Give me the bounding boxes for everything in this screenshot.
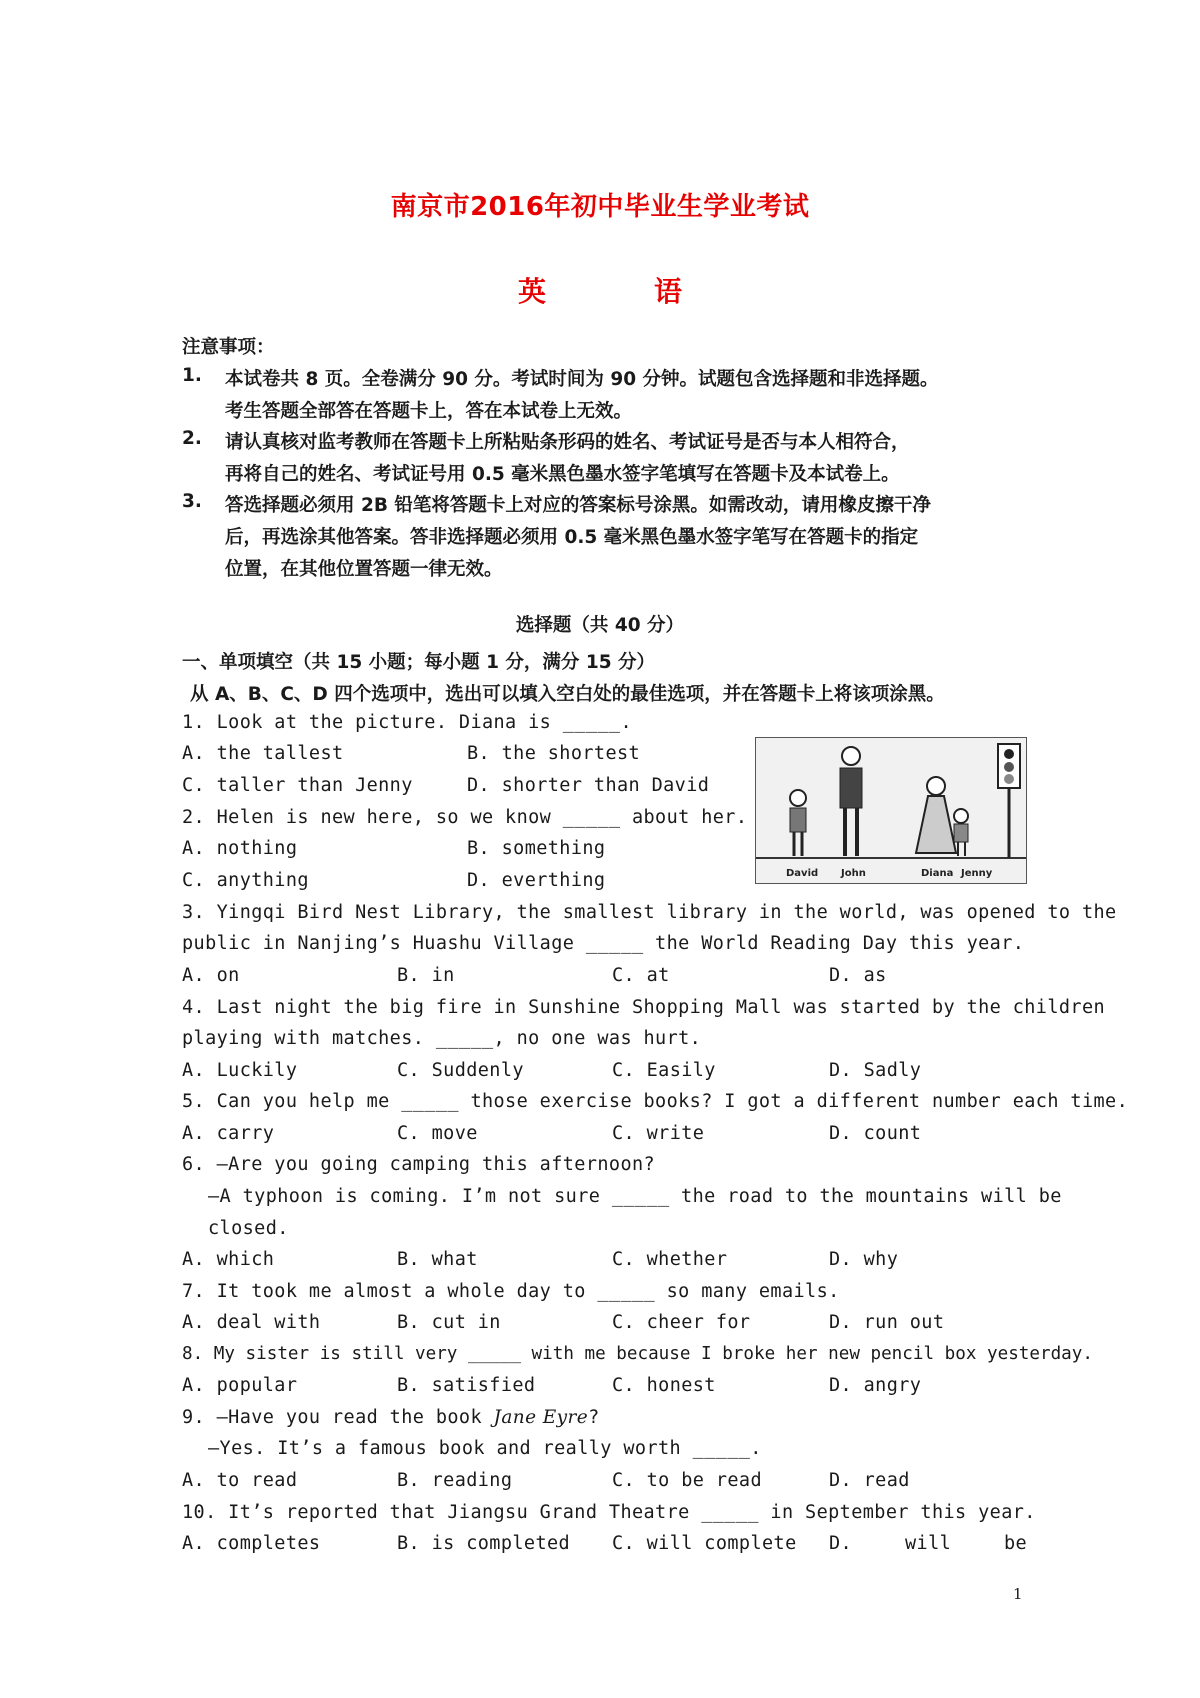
question-6-option-d: D. why	[829, 1249, 899, 1270]
question-6-option-b: B. what	[397, 1249, 478, 1270]
question-2-option-c: C. anything	[182, 870, 309, 891]
question-1-option-d: D. shorter than David	[467, 775, 710, 796]
question-4-option-b: C. Suddenly	[397, 1060, 524, 1081]
label-john: John	[841, 868, 866, 879]
notice-item-3-line-1: 答选择题必须用 2B 铅笔将答题卡上对应的答案标号涂黑。如需改动，请用橡皮擦干净	[225, 495, 931, 516]
height-picture	[755, 737, 1027, 884]
question-10-option-d-letter: D.	[829, 1533, 853, 1554]
question-8-option-b: B. satisfied	[397, 1375, 536, 1396]
notice-item-2-line-2: 再将自己的姓名、考试证号用 0.5 毫米黑色墨水签字笔填写在答题卡及本试卷上。	[225, 464, 900, 485]
question-4-option-c: C. Easily	[612, 1060, 716, 1081]
question-2-stem: 2. Helen is new here, so we know _____ about her.	[182, 807, 748, 828]
question-9-option-b: B. reading	[397, 1470, 513, 1491]
label-jenny: Jenny	[961, 868, 993, 879]
question-3-option-c: C. at	[612, 965, 670, 986]
question-1-option-c: C. taller than Jenny	[182, 775, 413, 796]
question-4-stem-line-1: 4. Last night the big fire in Sunshine Shopping Mall was started by the children	[182, 997, 1106, 1018]
label-david: David	[786, 868, 819, 879]
part-heading: 一、单项填空（共 15 小题；每小题 1 分，满分 15 分）	[182, 652, 656, 673]
question-6-option-a: A. which	[182, 1249, 275, 1270]
question-8-option-c: C. honest	[612, 1375, 716, 1396]
people-illustration	[756, 738, 1026, 883]
question-5-stem: 5. Can you help me _____ those exercise books? I got a different number each time.	[182, 1091, 1129, 1112]
notice-item-3-line-3: 位置，在其他位置答题一律无效。	[225, 559, 503, 580]
question-10-option-b: B. is completed	[397, 1533, 571, 1554]
question-9-stem-line-1	[182, 1407, 600, 1428]
question-9-option-d: D. read	[829, 1470, 910, 1491]
exam-title: 南京市2016年初中毕业生学业考试	[390, 192, 810, 222]
part-instruction: 从 A、B、C、D 四个选项中，选出可以填入空白处的最佳选项，并在答题卡上将该项涂黑。	[190, 684, 945, 705]
question-3-option-a: A. on	[182, 965, 240, 986]
question-2-option-d: D. everthing	[467, 870, 606, 891]
question-4-option-a: A. Luckily	[182, 1060, 298, 1081]
question-10-stem: 10. It’s reported that Jiangsu Grand Theatre _____ in September this year.	[182, 1502, 1036, 1523]
notice-item-2-line-1: 请认真核对监考教师在答题卡上所粘贴条形码的姓名、考试证号是否与本人相符合，	[225, 432, 910, 453]
question-9-book-title: Jane Eyre	[493, 1407, 589, 1428]
question-10-option-a: A. completes	[182, 1533, 321, 1554]
question-10-option-c: C. will complete	[612, 1533, 797, 1554]
question-9-option-a: A. to read	[182, 1470, 298, 1491]
question-7-option-d: D. run out	[829, 1312, 945, 1333]
question-3-stem-line-2: public in Nanjing’s Huashu Village _____ the World Reading Day this year.	[182, 933, 1025, 954]
question-1-stem: 1. Look at the picture. Diana is _____.	[182, 712, 632, 733]
notice-item-1-line-2: 考生答题全部答在答题卡上，答在本试卷上无效。	[225, 401, 633, 422]
notice-heading: 注意事项：	[182, 337, 275, 358]
question-3-stem-line-1: 3. Yingqi Bird Nest Library, the smallest library in the world, was opened to the	[182, 902, 1117, 923]
notice-item-2-num: 2.	[182, 428, 202, 449]
subject-title: 英语	[517, 275, 790, 308]
section-title: 选择题（共 40 分）	[515, 615, 685, 636]
question-7-option-c: C. cheer for	[612, 1312, 751, 1333]
question-5-option-c: C. write	[612, 1123, 705, 1144]
question-6-stem-line-1: 6. —Are you going camping this afternoon?	[182, 1154, 656, 1175]
question-4-stem-line-2: playing with matches. _____, no one was hurt.	[182, 1028, 702, 1049]
question-6-option-c: C. whether	[612, 1249, 728, 1270]
question-7-stem: 7. It took me almost a whole day to _____ so many emails.	[182, 1281, 840, 1302]
question-6-stem-line-3: closed.	[208, 1218, 289, 1239]
page-number: 1	[1013, 1585, 1023, 1603]
notice-item-1-line-1: 本试卷共 8 页。全卷满分 90 分。考试时间为 90 分钟。试题包含选择题和非选择题。	[225, 369, 939, 390]
question-9-stem-suffix: ?	[588, 1407, 600, 1428]
question-5-option-b: C. move	[397, 1123, 478, 1144]
question-5-option-a: A. carry	[182, 1123, 275, 1144]
question-9-stem-line-2: —Yes. It’s a famous book and really worth _____.	[208, 1438, 762, 1459]
question-10-option-d-word-1: will	[905, 1533, 952, 1554]
question-9-option-c: C. to be read	[612, 1470, 762, 1491]
question-8-option-a: A. popular	[182, 1375, 298, 1396]
question-5-option-d: D. count	[829, 1123, 922, 1144]
question-2-option-a: A. nothing	[182, 838, 298, 859]
question-3-option-b: B. in	[397, 965, 455, 986]
question-7-option-a: A. deal with	[182, 1312, 321, 1333]
question-3-option-d: D. as	[829, 965, 887, 986]
question-8-option-d: D. angry	[829, 1375, 922, 1396]
question-10-option-d-word-2: be	[1004, 1533, 1028, 1554]
question-1-option-a: A. the tallest	[182, 743, 344, 764]
question-2-option-b: B. something	[467, 838, 606, 859]
notice-item-3-line-2: 后，再选涂其他答案。答非选择题必须用 0.5 毫米黑色墨水签字笔写在答题卡的指定	[225, 527, 919, 548]
label-diana: Diana	[921, 868, 954, 879]
question-4-option-d: D. Sadly	[829, 1060, 922, 1081]
question-6-stem-line-2: —A typhoon is coming. I’m not sure _____ the road to the mountains will be	[208, 1186, 1062, 1207]
question-7-option-b: B. cut in	[397, 1312, 501, 1333]
question-9-stem-prefix: 9. —Have you read the book	[182, 1407, 494, 1428]
question-1-option-b: B. the shortest	[467, 743, 641, 764]
notice-item-3-num: 3.	[182, 491, 202, 512]
question-8-stem: 8. My sister is still very _____ with me because I broke her new pencil box yesterday.	[182, 1344, 1093, 1364]
notice-item-1-num: 1.	[182, 365, 202, 386]
